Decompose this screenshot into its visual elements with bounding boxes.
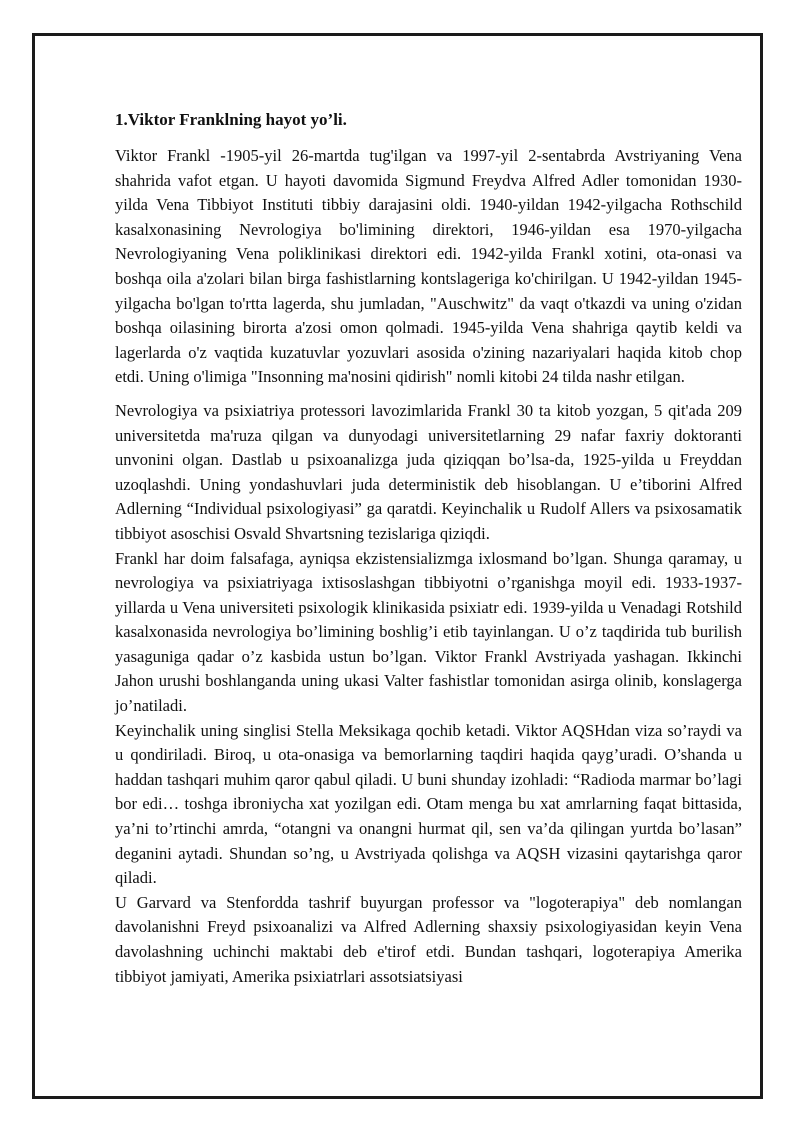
paragraph-5: U Garvard va Stenfordda tashrif buyurgan professor va "logoterapiya" deb nomlangan davolanishni Freyd psixoanalizi va Alfred Adlerning shaxsiy psixologiyasidan keyin Vena davolashning uchinchi maktabi deb e'tirof etdi. Bundan tashqari, logoterapiya Amerika tibbiyot jamiyati, Amerika psixiatrlari assotsiatsiyasi — [115, 892, 742, 986]
paragraph-3: Frankl har doim falsafaga, ayniqsa ekzistensializmga ixlosmand bo’lgan. Shunga qaramay, u nevrologiya va psixiatriyaga ixtisoslashgan tibbiyotni o’rganishga moyil edi. 1933-1937-yillarda u Vena universiteti psixologik klinikasida psixiatr edi. 1939-yilda u Venadagi Rotshild kasalxonasida nevrologiya bo’limining boshlig’i etib tayinlangan. U o’z taqdirida tub burilish yasaguniga qadar o’z kasbida ustun bo’lgan. Viktor Frankl Avstriyada yashagan. Ikkinchi Jahon urushi boshlanganda uning ukasi Valter fashistlar tomonidan asirga olinib, konslagerga jo’natiladi. — [115, 548, 742, 716]
document-body — [115, 108, 742, 989]
paragraph-4: Keyinchalik uning singlisi Stella Meksikaga qochib ketadi. Viktor AQSHdan viza so’raydi va u qondiriladi. Biroq, u ota-onasiga va bemorlarning taqdiri haqida qayg’uradi. O’shanda u haddan tashqari muhim qaror qabul qiladi. U buni shunday izohladi: “Radioda marmar bo’lagi bor edi… toshga ibroniycha xat yozilgan edi. Otam menga bu xat amrlarning faqat bittasida, ya’ni to’rtinchi amrda, “otangni va onangni hurmat qil, sen va’da qilingan yurtda bo’lasan” deganini aytadi. Shundan so’ng, u Avstriyada qolishga va AQSH vizasini qaytarishga qaror qiladi. — [115, 720, 742, 888]
paragraph-1: Viktor Frankl -1905-yil 26-martda tug'ilgan va 1997-yil 2-sentabrda Avstriyaning Vena shahrida vafot etgan. U hayoti davomida Sigmund Freydva Alfred Adler tomonidan 1930-yilda Vena Tibbiyot Instituti tibbiy darajasini oldi. 1940-yildan 1942-yilgacha Rothschild kasalxonasining Nevrologiya bo'limining direktori, 1946-yildan esa 1970-yilgacha Nevrologiyaning Vena poliklinikasi direktori edi. 1942-yilda Frankl xotini, ota-onasi va boshqa oila a'zolari bilan birga fashistlarning kontslageriga ko'chirilgan. U 1942-yildan 1945-yilgacha bo'lgan to'rtta lagerda, shu jumladan, "Auschwitz" da vaqt o'tkazdi va uning o'zidan boshqa oilasining birorta a'zosi omon qolmadi. 1945-yilda Vena shahriga qaytib keldi va lagerlarda o'z vaqtida kuzatuvlar yozuvlari asosida o'zining nazariyalari haqida kitob chop etdi. Uning o'limiga "Insonning ma'nosini qidirish" nomli kitobi 24 tilda nashr etilgan. — [115, 146, 742, 387]
paragraph-2: Nevrologiya va psixiatriya protessori lavozimlarida Frankl 30 ta kitob yozgan, 5 qit'ada 209 universitetda ma'ruza qilgan va dunyodagi universitetlarning 29 nafar faxriy doktoranti unvonini olgan. Dastlab u psixoanalizga juda qiziqqan bo’lsa-da, 1925-yilda u Freyddan uzoqlashdi. Uning yondashuvlari juda deterministik deb hisoblangan. U e’tiborini Alfred Adlerning “Individual psixologiyasi” ga qaratdi. Keyinchalik u Rudolf Allers va psixosamatik tibbiyot asoschisi Osvald Shvartsning tezislariga qiziqdi. — [115, 400, 742, 543]
section-title: 1.Viktor Franklning hayot yo’li. — [115, 110, 347, 129]
